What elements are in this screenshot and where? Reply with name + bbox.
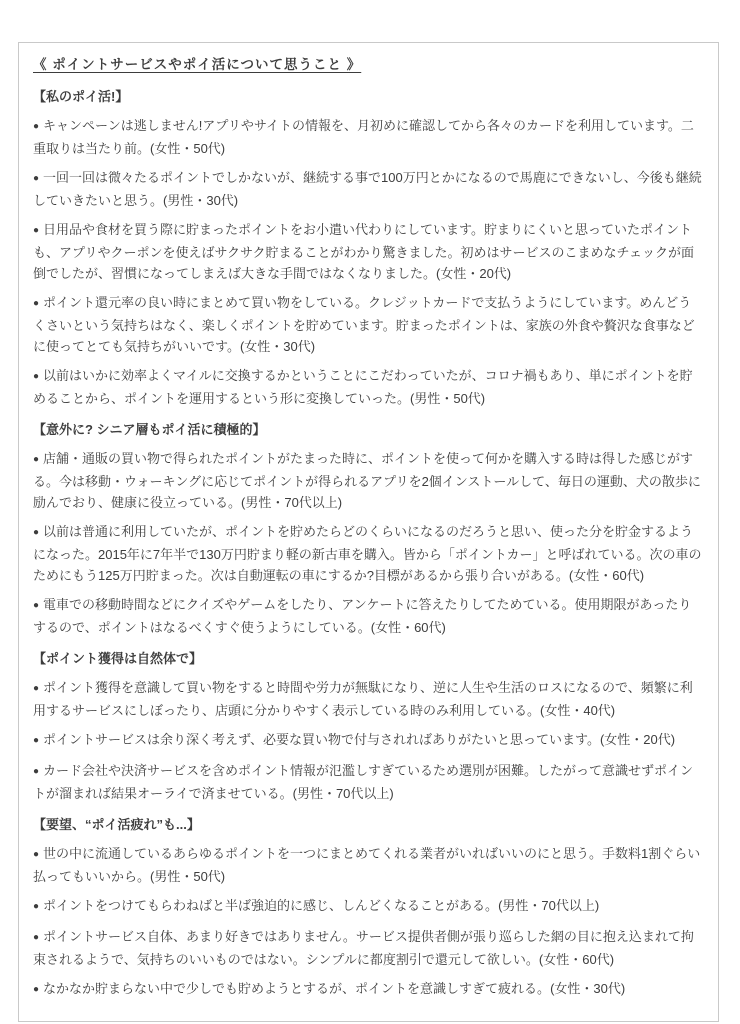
comment-item [33,448,704,513]
comment-attribution: (男性・70代以上) [498,898,600,913]
comment-text: 以前はいかに効率よくマイルに交換するかということにこだわっていたが、コロナ禍もあり、単にポイントを貯めることから、ポイントを運用するという形に変換していった。 [33,368,693,406]
bullet-icon: ● [33,984,40,995]
comment-attribution: (男性・50代) [150,869,226,884]
comment-item [33,926,704,970]
comment-item [33,594,704,638]
comment-text: 電車での移動時間などにクイズやゲームをしたり、アンケートに答えたりしてためている。使用期限があったりするので、ポイントはなるべくすぐ使うようにしている。 [33,597,692,635]
comment-item [33,895,704,918]
comment-attribution: (女性・30代) [550,981,626,996]
comment-text: ポイントサービスは余り深く考えず、必要な買い物で付与されればありがたいと思っています。 [43,732,600,747]
comment-attribution: (女性・20代) [599,732,676,747]
comment-item [33,521,704,586]
section-seniors [33,419,704,638]
comment-text: ポイントサービス自体、あまり好きではありません。サービス提供者側が張り巡らした網の目に抱え込まれて拘束されるようで、気持ちのいいものではない。シンプルに都度割引で還元して欲しい。 [33,929,694,967]
comment-text: 以前は普通に利用していたが、ポイントを貯めたらどのくらいになるのだろうと思い、使った分を貯金するようになった。2015年に7年半で130万円貯まり軽の新古車を購入。皆から「ポイントカー」と呼ばれている。次の車のためにもう125万円貯まった。次は自動運転の車にするか?目標があるから張り合いがある。 [33,524,702,583]
comment-item [33,760,704,804]
section-my-poikatsu [33,86,704,409]
section-heading: 【私のポイ活!】 [33,89,129,104]
comment-item [33,167,704,211]
comment-text: カード会社や決済サービスを含めポイント情報が氾濫しすぎているため選別が困難。したがって意識せずポイントが溜まれば結果オーライで済ませている。 [33,763,694,801]
comment-text: 日用品や食材を買う際に貯まったポイントをお小遣い代わりにしています。貯まりにくいと思っていたポイントも、アプリやクーポンを使えばサクサク貯まることがわかり驚きました。初めはサービスのこまめなチェックが面倒でしたが、習慣になってしまえば大きな手間ではなくなりました。 [33,222,695,281]
bullet-icon: ● [33,225,40,236]
section-heading: 【ポイント獲得は自然体で】 [33,651,203,666]
comment-attribution: (女性・20代) [436,266,512,281]
comment-item [33,978,704,1001]
bullet-icon: ● [33,121,40,132]
bullet-icon: ● [33,849,40,860]
comment-item [33,219,704,284]
comment-attribution: (男性・70代以上) [241,495,343,510]
comment-text: 一回一回は微々たるポイントでしかないが、継続する事で100万円とかになるので馬鹿にできないし、今後も継続していきたいと思う。 [33,170,702,208]
comment-text: 世の中に流通しているあらゆるポイントを一つにまとめてくれる業者がいればいいのにと思う。手数料1割ぐらい払ってもいいから。 [33,846,701,884]
comment-item [33,292,704,357]
bullet-icon: ● [33,298,40,309]
comment-item [33,677,704,721]
comment-attribution: (女性・60代) [568,568,645,583]
bullet-icon: ● [33,901,40,912]
document-title-text: 《 ポイントサービスやポイ活について思うこと 》 [33,57,362,72]
comment-text: ポイントをつけてもらわねばと半ば強迫的に感じ、しんどくなることがある。 [43,898,499,913]
bullet-icon: ● [33,735,40,746]
comment-text: ポイント獲得を意識して買い物をすると時間や労力が無駄になり、逆に人生や生活のロスになるので、頻繁に利用するサービスにしぼったり、店頭に分かりやすく表示している時のみ利用している。 [33,680,693,718]
bullet-icon: ● [33,371,40,382]
section-requests-fatigue [33,814,704,1001]
comment-attribution: (女性・60代) [538,952,615,967]
comment-item [33,365,704,409]
comment-attribution: (男性・30代) [163,193,239,208]
bullet-icon: ● [33,173,40,184]
bullet-icon: ● [33,683,40,694]
bullet-icon: ● [33,600,40,611]
document-title [33,54,704,75]
comment-item [33,843,704,887]
document-panel [18,42,719,1022]
comment-attribution: (女性・30代) [239,339,316,354]
comment-text: なかなか貯まらない中で少しでも貯めようとするが、ポイントを意識しすぎて疲れる。 [43,981,551,996]
comment-attribution: (女性・60代) [370,620,446,635]
section-heading: 【要望、“ポイ活疲れ”も...】 [33,817,200,832]
bullet-icon: ● [33,932,40,943]
comment-text: キャンペーンは逃しません!アプリやサイトの情報を、月初めに確認してから各々のカードを利用しています。二重取りは当たり前。 [33,118,694,156]
comment-attribution: (女性・40代) [540,703,616,718]
comment-text: 店舗・通販の買い物で得られたポイントがたまった時に、ポイントを使って何かを購入する時は得した感じがする。今は移動・ウォーキングに応じてポイントが得られるアプリを2個インストールして、毎日の運動、犬の散歩に励んでおり、健康に役立っている。 [33,451,701,510]
comment-item [33,729,704,752]
comment-text: ポイント還元率の良い時にまとめて買い物をしている。クレジットカードで支払うようにしています。めんどうくさいという気持ちはなく、楽しくポイントを貯めています。貯まったポイントは、家族の外食や贅沢な食事などに使ってとても気持ちがいいです。 [33,295,695,354]
comment-attribution: (女性・50代) [150,141,226,156]
comment-item [33,115,704,159]
bullet-icon: ● [33,766,40,777]
section-natural-style [33,648,704,804]
comment-attribution: (男性・50代) [410,391,486,406]
bullet-icon: ● [33,454,40,465]
bullet-icon: ● [33,527,40,538]
comment-attribution: (男性・70代以上) [292,786,394,801]
section-heading: 【意外に? シニア層もポイ活に積極的】 [33,422,266,437]
